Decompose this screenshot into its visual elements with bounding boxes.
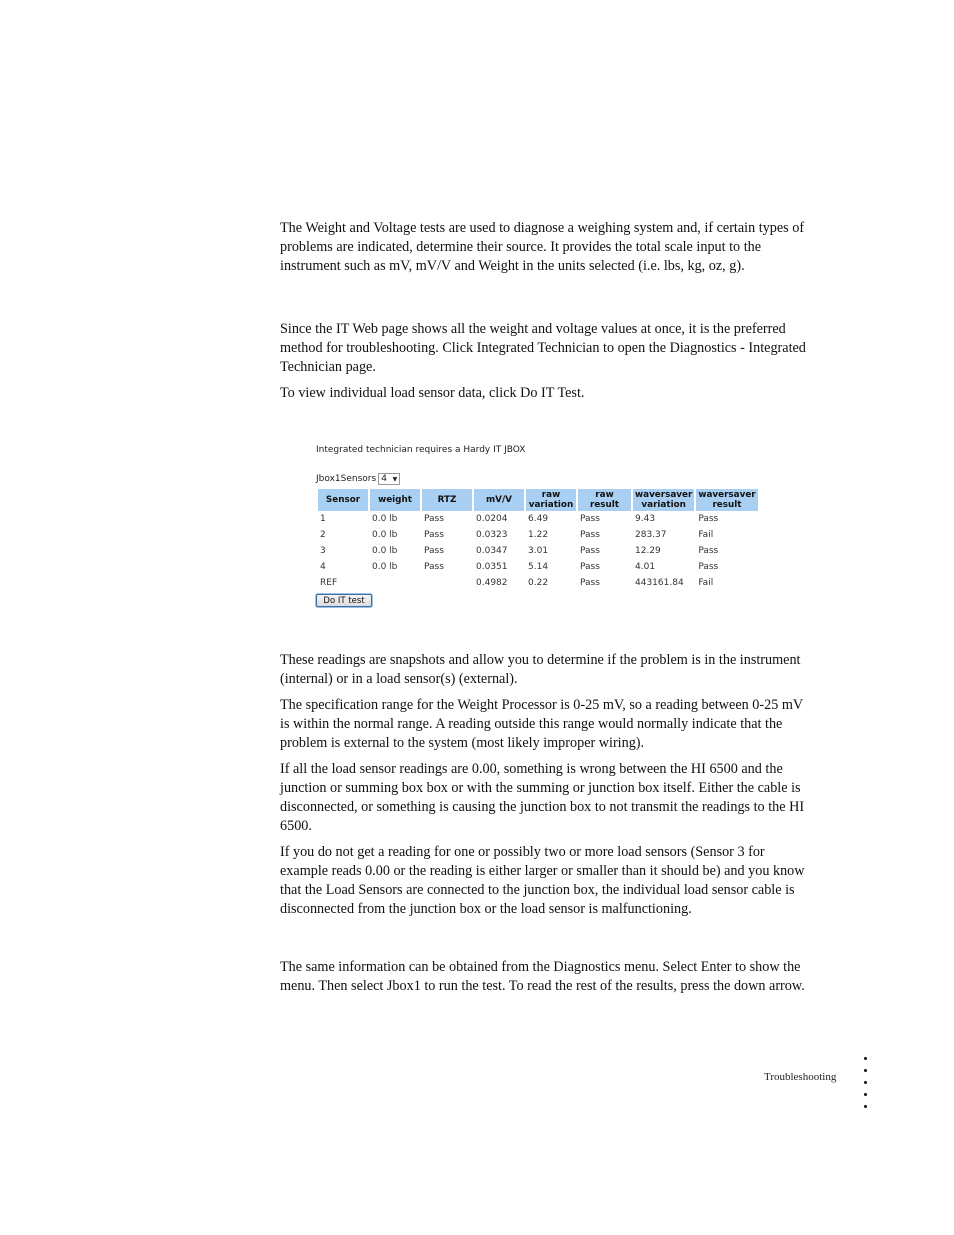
- page-edge-dots: [864, 1057, 870, 1117]
- col-waversaver-result: waversaver result: [698, 490, 756, 510]
- cell: 0.0204: [476, 514, 508, 524]
- it-web-paragraph: Since the IT Web page shows all the weight and voltage values at once, it is the preferred method for troubleshooting. Click Integrated Technician to open the Diagnostics - Integrated Technician page.: [280, 321, 806, 375]
- cell: Pass: [580, 578, 600, 588]
- table-row: [318, 527, 758, 543]
- sensor-results-table: [316, 489, 760, 591]
- table-row: [318, 543, 758, 559]
- jbox-notice: Integrated technician requires a Hardy IT JBOX: [316, 445, 526, 455]
- cell: 5.14: [528, 562, 549, 572]
- chevron-down-icon: ▼: [392, 475, 398, 483]
- cell: Pass: [580, 562, 600, 572]
- cell: Pass: [698, 562, 719, 572]
- cell: 0.0 lb: [372, 546, 398, 556]
- cell: Pass: [424, 530, 444, 540]
- table-row: [318, 575, 758, 591]
- cell: 6.49: [528, 514, 549, 524]
- diagnostics-menu-paragraph: The same information can be obtained from the Diagnostics menu. Select Enter to show the menu. Then select Jbox1 to run the test. To read the rest of the results, press the down arrow.: [280, 959, 805, 994]
- cell: [370, 575, 420, 591]
- intro-paragraph: The Weight and Voltage tests are used to diagnose a weighing system and, if certain types of problems are indicated, determine their source. It provides the total scale input to the instrument such as mV, mV/V and Weight in the units selected (i.e. lbs, kg, oz, g).: [280, 220, 805, 274]
- cell: Fail: [698, 578, 714, 588]
- cell: Pass: [424, 562, 444, 572]
- cell: 12.29: [635, 546, 661, 556]
- cell: 9.43: [635, 514, 656, 524]
- col-rtz: RTZ: [422, 489, 472, 511]
- cell: 3: [320, 546, 326, 556]
- col-waversaver-variation: waversaver variation: [635, 490, 693, 510]
- table-header-row: [318, 489, 758, 511]
- cell: 0.0 lb: [372, 562, 398, 572]
- footer-section-label: Troubleshooting: [764, 1071, 837, 1083]
- cell: 0.0 lb: [372, 514, 398, 524]
- single-sensor-paragraph: If you do not get a reading for one or possibly two or more load sensors (Sensor 3 for example reads 0.00 or the reading is either larger or smaller than it should be) and you know that the Load Sensors are connected to the junction box, the individual load sensor cable is disconnected from the junction box or the load sensor is malfunctioning.: [280, 844, 805, 917]
- cell: 1: [320, 514, 326, 524]
- cell: 0.4982: [476, 578, 508, 588]
- cell: 0.0 lb: [372, 530, 398, 540]
- table-row: [318, 559, 758, 575]
- col-sensor: Sensor: [318, 489, 368, 511]
- cell: Pass: [424, 514, 444, 524]
- cell: Pass: [424, 546, 444, 556]
- spec-range-paragraph: The specification range for the Weight Processor is 0-25 mV, so a reading between 0-25 mV is within the normal range. A reading outside this range would normally indicate that the problem is external to the system (most likely improper wiring).: [280, 697, 803, 751]
- cell: 0.22: [528, 578, 549, 588]
- cell: Pass: [698, 514, 719, 524]
- do-it-test-paragraph: To view individual load sensor data, click Do IT Test.: [280, 385, 585, 401]
- sensor-select-label: Jbox1Sensors: [316, 474, 377, 484]
- cell: 0.0351: [476, 562, 508, 572]
- cell: 443161.84: [635, 578, 684, 588]
- sensor-count-select[interactable]: [378, 473, 400, 485]
- integrated-technician-panel: [314, 443, 764, 613]
- cell: Pass: [580, 530, 600, 540]
- cell: 2: [320, 530, 326, 540]
- cell: 283.37: [635, 530, 667, 540]
- cell: [422, 575, 472, 591]
- cell: 4.01: [635, 562, 656, 572]
- cell: Pass: [580, 546, 600, 556]
- cell: Fail: [698, 530, 714, 540]
- snapshot-paragraph: These readings are snapshots and allow you to determine if the problem is in the instrument (internal) or in a load sensor(s) (external).: [280, 652, 801, 687]
- col-raw-variation: raw variation: [526, 489, 576, 511]
- table-row: [318, 511, 758, 527]
- cell: 0.0323: [476, 530, 508, 540]
- cell: 1.22: [528, 530, 549, 540]
- cell: 0.0347: [476, 546, 508, 556]
- col-raw-result: raw result: [578, 489, 631, 511]
- col-weight: weight: [370, 489, 420, 511]
- cell: Pass: [698, 546, 719, 556]
- cell: 3.01: [528, 546, 549, 556]
- all-zero-paragraph: If all the load sensor readings are 0.00, something is wrong between the HI 6500 and the junction or summing box box or with the summing or junction box itself. Either the cable is disconnected, or something is causing the junction box to not transmit the readings to the HI 6500.: [280, 761, 805, 834]
- cell: Pass: [580, 514, 600, 524]
- do-it-test-button[interactable]: Do IT test: [316, 594, 372, 607]
- cell: 4: [320, 562, 326, 572]
- col-mvv: mV/V: [474, 489, 524, 511]
- sensor-select-row: [316, 473, 400, 485]
- sensor-count-value: 4: [381, 474, 387, 484]
- cell: REF: [320, 578, 338, 588]
